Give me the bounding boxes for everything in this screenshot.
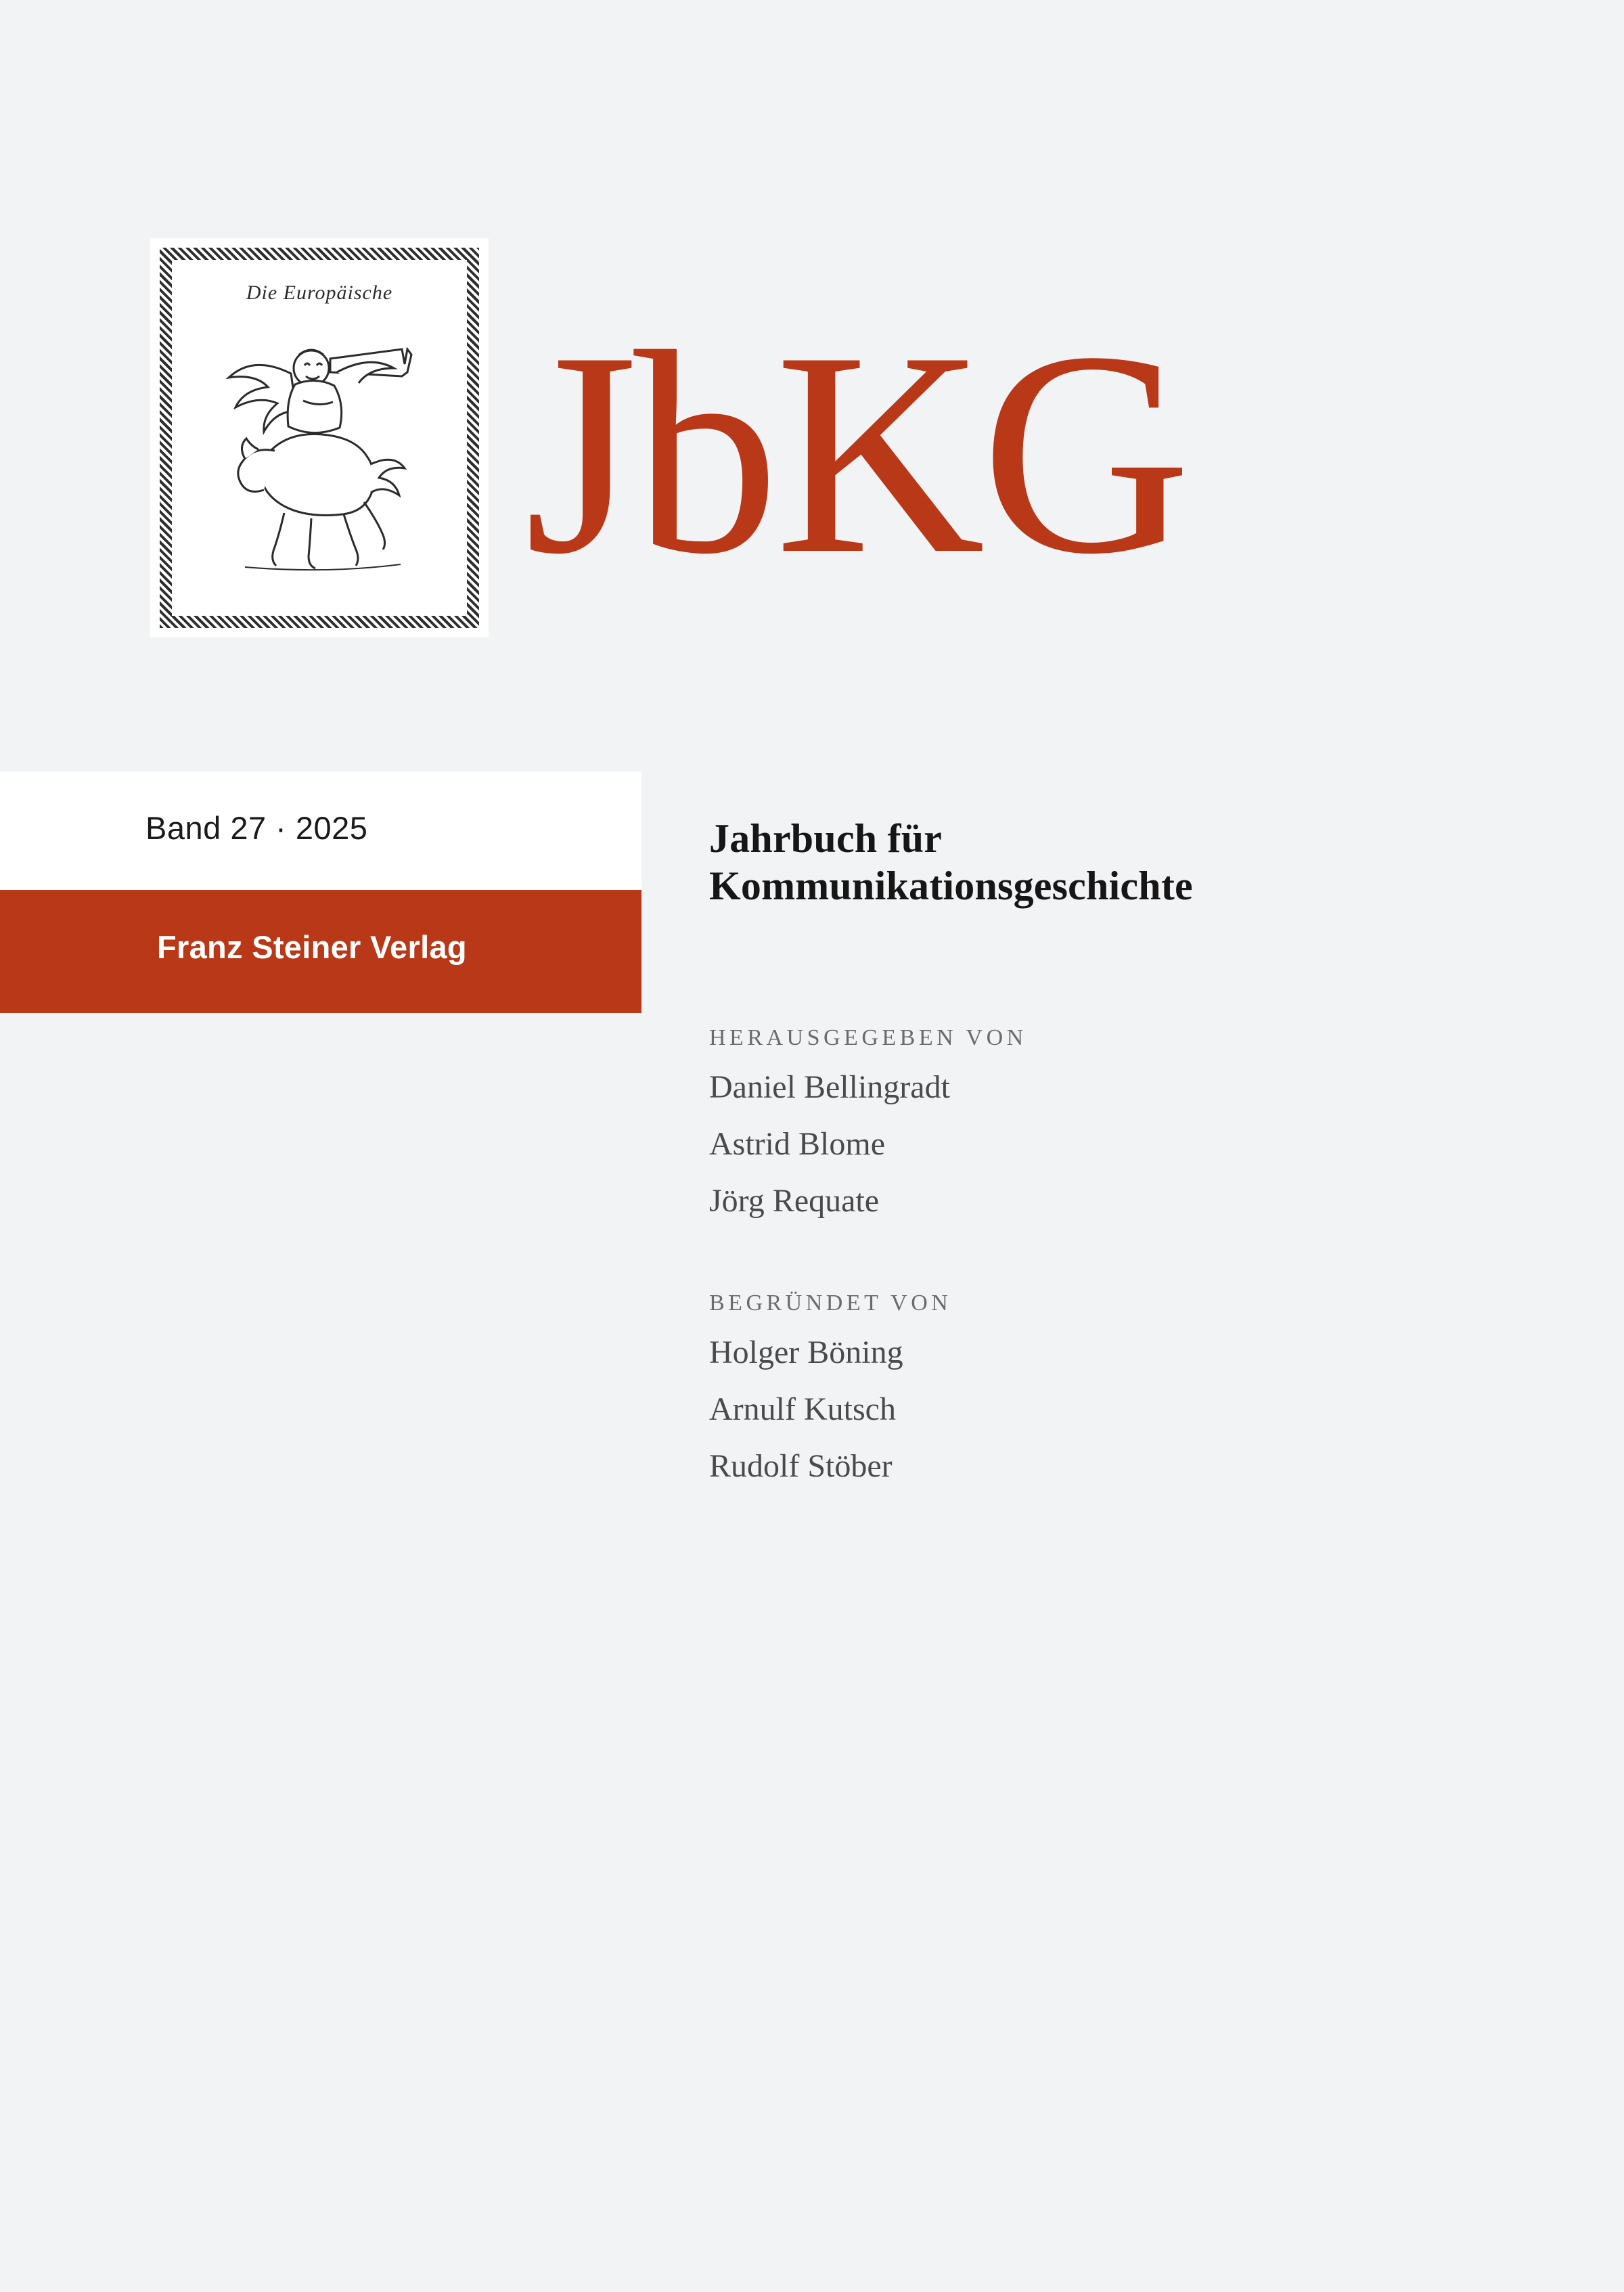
publisher-name: Franz Steiner Verlag [157, 929, 467, 965]
founder-name: Rudolf Stöber [709, 1448, 893, 1484]
emblem-field [172, 260, 467, 616]
editor-name: Daniel Bellingradt [709, 1069, 950, 1105]
editor-name: Jörg Requate [709, 1183, 880, 1219]
journal-acronym: JbKG [524, 292, 1188, 614]
journal-title [709, 815, 1487, 909]
emblem-ornamental-border [160, 248, 479, 628]
angel-with-trumpet-icon [204, 319, 434, 577]
emblem-caption: Die Europäische [246, 282, 393, 304]
publisher-emblem [150, 238, 489, 637]
journal-title-line-2: Kommunikationsgeschichte [709, 863, 1193, 908]
volume-label: Band 27 · 2025 [145, 810, 368, 846]
credits-group-founders [709, 1290, 1487, 1483]
credits-group-editors [709, 1025, 1487, 1217]
credits-block [709, 1025, 1487, 1507]
credits-heading-founders: BEGRÜNDET VON [709, 1290, 952, 1316]
editor-name: Astrid Blome [709, 1126, 885, 1162]
journal-title-line-1: Jahrbuch für [709, 816, 943, 861]
founder-name: Holger Böning [709, 1334, 903, 1370]
founder-name: Arnulf Kutsch [709, 1391, 896, 1427]
credits-heading-editors: HERAUSGEGEBEN VON [709, 1025, 1027, 1050]
